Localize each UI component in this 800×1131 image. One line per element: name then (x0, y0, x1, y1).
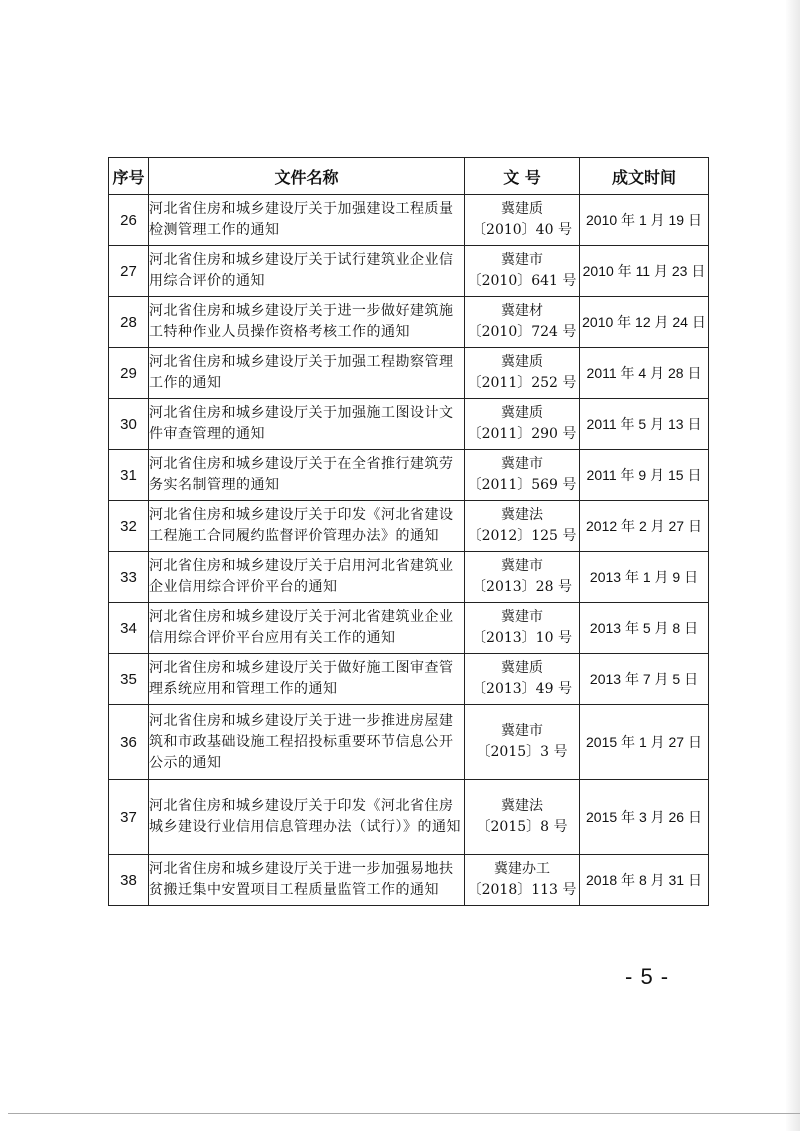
cell-issue-date: 2011 年 4 月 28 日 (580, 348, 709, 399)
header-serial-number: 序号 (109, 158, 149, 195)
doc-issuer-code: 冀建法 (501, 798, 543, 814)
doc-year-number: 〔2012〕125 号 (467, 528, 577, 544)
doc-year-number: 〔2018〕113 号 (467, 882, 577, 898)
cell-issue-date: 2018 年 8 月 31 日 (580, 855, 709, 906)
cell-serial-number: 37 (109, 780, 149, 855)
doc-issuer-code: 冀建市 (501, 252, 543, 268)
cell-serial-number: 29 (109, 348, 149, 399)
cell-document-number (465, 654, 580, 705)
scan-bottom-line (8, 1113, 800, 1114)
cell-document-title: 河北省住房和城乡建设厅关于做好施工图审查管理系统应用和管理工作的通知 (149, 654, 465, 705)
cell-document-title: 河北省住房和城乡建设厅关于印发《河北省住房城乡建设行业信用信息管理办法（试行）》的通知 (149, 780, 465, 855)
cell-issue-date: 2010 年 11 月 23 日 (580, 246, 709, 297)
table-row (109, 705, 709, 780)
cell-document-title: 河北省住房和城乡建设厅关于进一步做好建筑施工特种作业人员操作资格考核工作的通知 (149, 297, 465, 348)
doc-issuer-code: 冀建市 (501, 723, 543, 739)
table-row (109, 246, 709, 297)
doc-year-number: 〔2013〕10 号 (472, 630, 572, 646)
header-document-number: 文 号 (465, 158, 580, 195)
doc-year-number: 〔2013〕28 号 (472, 579, 572, 595)
cell-serial-number: 30 (109, 399, 149, 450)
cell-document-title: 河北省住房和城乡建设厅关于印发《河北省建设工程施工合同履约监督评价管理办法》的通知 (149, 501, 465, 552)
cell-document-title: 河北省住房和城乡建设厅关于加强工程勘察管理工作的通知 (149, 348, 465, 399)
cell-issue-date: 2013 年 7 月 5 日 (580, 654, 709, 705)
table-row (109, 450, 709, 501)
doc-issuer-code: 冀建材 (501, 303, 543, 319)
cell-serial-number: 27 (109, 246, 149, 297)
document-list-table (108, 157, 709, 906)
cell-document-title: 河北省住房和城乡建设厅关于试行建筑业企业信用综合评价的通知 (149, 246, 465, 297)
table-row (109, 195, 709, 246)
page-number: - 5 - (625, 964, 670, 989)
table-row (109, 399, 709, 450)
doc-issuer-code: 冀建市 (501, 456, 543, 472)
cell-issue-date: 2011 年 9 月 15 日 (580, 450, 709, 501)
cell-document-number (465, 399, 580, 450)
table-header-row (109, 158, 709, 195)
cell-document-title: 河北省住房和城乡建设厅关于进一步推进房屋建筑和市政基础设施工程招投标重要环节信息公开公示的通知 (149, 705, 465, 780)
doc-issuer-code: 冀建市 (501, 558, 543, 574)
table-row (109, 348, 709, 399)
cell-document-number (465, 603, 580, 654)
cell-document-number (465, 552, 580, 603)
cell-serial-number: 32 (109, 501, 149, 552)
cell-document-number (465, 450, 580, 501)
doc-year-number: 〔2013〕49 号 (472, 681, 572, 697)
doc-issuer-code: 冀建法 (501, 507, 543, 523)
table-row (109, 603, 709, 654)
table-row (109, 780, 709, 855)
cell-document-title: 河北省住房和城乡建设厅关于在全省推行建筑劳务实名制管理的通知 (149, 450, 465, 501)
doc-issuer-code: 冀建市 (501, 609, 543, 625)
cell-serial-number: 26 (109, 195, 149, 246)
cell-document-title: 河北省住房和城乡建设厅关于加强施工图设计文件审查管理的通知 (149, 399, 465, 450)
cell-document-title: 河北省住房和城乡建设厅关于进一步加强易地扶贫搬迁集中安置项目工程质量监管工作的通知 (149, 855, 465, 906)
cell-issue-date: 2015 年 1 月 27 日 (580, 705, 709, 780)
doc-issuer-code: 冀建办工 (494, 861, 550, 877)
header-issue-date: 成文时间 (580, 158, 709, 195)
cell-document-title: 河北省住房和城乡建设厅关于河北省建筑业企业信用综合评价平台应用有关工作的通知 (149, 603, 465, 654)
cell-issue-date: 2015 年 3 月 26 日 (580, 780, 709, 855)
scan-edge-shadow (786, 0, 800, 1131)
table-row (109, 501, 709, 552)
cell-issue-date: 2013 年 1 月 9 日 (580, 552, 709, 603)
doc-year-number: 〔2011〕569 号 (467, 477, 577, 493)
cell-document-number (465, 297, 580, 348)
doc-year-number: 〔2011〕290 号 (467, 426, 577, 442)
cell-serial-number: 36 (109, 705, 149, 780)
doc-year-number: 〔2015〕3 号 (476, 744, 568, 760)
cell-serial-number: 31 (109, 450, 149, 501)
cell-document-number (465, 195, 580, 246)
doc-year-number: 〔2010〕724 号 (467, 324, 577, 340)
doc-issuer-code: 冀建质 (501, 201, 543, 217)
cell-document-title: 河北省住房和城乡建设厅关于加强建设工程质量检测管理工作的通知 (149, 195, 465, 246)
cell-document-number (465, 501, 580, 552)
cell-issue-date: 2012 年 2 月 27 日 (580, 501, 709, 552)
cell-serial-number: 28 (109, 297, 149, 348)
doc-issuer-code: 冀建质 (501, 405, 543, 421)
table-row (109, 654, 709, 705)
doc-year-number: 〔2010〕40 号 (472, 222, 572, 238)
cell-document-number (465, 705, 580, 780)
cell-document-number (465, 348, 580, 399)
table-row (109, 855, 709, 906)
cell-document-number (465, 855, 580, 906)
cell-serial-number: 34 (109, 603, 149, 654)
table-row (109, 552, 709, 603)
doc-issuer-code: 冀建质 (501, 354, 543, 370)
cell-document-title: 河北省住房和城乡建设厅关于启用河北省建筑业企业信用综合评价平台的通知 (149, 552, 465, 603)
doc-year-number: 〔2010〕641 号 (467, 273, 577, 289)
cell-document-number (465, 246, 580, 297)
cell-serial-number: 38 (109, 855, 149, 906)
table-row (109, 297, 709, 348)
cell-serial-number: 35 (109, 654, 149, 705)
cell-document-number (465, 780, 580, 855)
doc-year-number: 〔2015〕8 号 (476, 819, 568, 835)
header-document-title: 文件名称 (149, 158, 465, 195)
doc-issuer-code: 冀建质 (501, 660, 543, 676)
cell-issue-date: 2013 年 5 月 8 日 (580, 603, 709, 654)
doc-year-number: 〔2011〕252 号 (467, 375, 577, 391)
cell-issue-date: 2011 年 5 月 13 日 (580, 399, 709, 450)
cell-issue-date: 2010 年 1 月 19 日 (580, 195, 709, 246)
cell-issue-date: 2010 年 12 月 24 日 (580, 297, 709, 348)
cell-serial-number: 33 (109, 552, 149, 603)
